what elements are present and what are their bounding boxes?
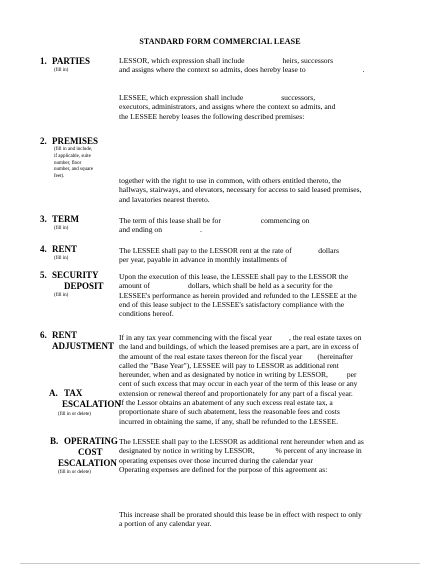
section-body: LESSOR, which expression shall include heirs, successors and assigns where the context so admits, does hereby lease to . LESSEE, which expression shall include successors, executors, administrators, and assigns where the context so admits, and the LESSEE hereby leases the following described premises: [119,56,365,121]
document-title: STANDARD FORM COMMERCIAL LEASE [139,37,301,46]
tax-heading: TAX [64,388,83,398]
operating-hint: (fill in or delete) [58,470,91,475]
section-number: 6. [40,330,47,340]
tax-hint: (fill in or delete) [58,412,91,417]
operating-heading: OPERATING [64,436,118,446]
section-body: The LESSEE shall pay to the LESSOR rent at the rate of dollars per year, payable in advance in monthly installments of [119,246,339,265]
operating-letter: B. [50,436,59,446]
section-hint: (fill in) [54,293,69,298]
tax-letter: A. [49,388,58,398]
section-heading: RENT [52,244,78,254]
section-heading-line2: ADJUSTMENT [52,341,115,351]
section-heading: PARTIES [52,56,91,66]
section-heading-line2: DEPOSIT [64,281,104,291]
section-hint: (fill in) [54,226,69,231]
section-heading: RENT [52,330,78,340]
section-number: 3. [40,214,47,224]
section-body: together with the right to use in common, with others entitled thereto, the hallways, stairways, and elevators, necessary for access to said leased premises, and lavatories nearest thereto. [119,176,362,204]
section-number: 2. [40,136,47,146]
section-number: 1. [40,56,47,66]
section-hint: (fill in) [54,256,69,261]
operating-body: The LESSEE shall pay to the LESSOR as additional rent hereunder when and as designated by notice in writing by LESSOR, % percent of any increase in operating expenses over those incurred during the calendar year Operating expenses are defined for the purpose of this agreement as: [119,437,364,474]
section-hint: (fill in and include, if applicable, suite number, floor number, and square feet). [54,147,94,180]
section-number: 5. [40,270,47,280]
closing-paragraph: This increase shall be prorated should this lease be in effect with respect to only a portion of any calendar year. [119,510,362,529]
section-body: If in any tax year commencing with the fiscal year , the real estate taxes on the land and buildings, of which the leased premises are a part, are in excess of the amount of the real estate taxes thereon for the fiscal year (hereinafter called the "Base Year"), LESSEE will pay to LESSOR as additional rent hereunder, when and as designated by notice in writing by LESSOR, per cent of such excess that may occur in each year of the term of this lease or any extension or renewal thereof and proportionately for any part of a fiscal year. If the Lessor obtains an abatement of any such excess real estate tax, a proportionate share of such abatement, less the reasonable fees and costs incurred in obtaining the same, if any, shall be refunded to the LESSEE. [119,333,362,426]
section-body: The term of this lease shall be for commencing on and ending on . [119,216,310,235]
section-heading: SECURITY [52,270,99,280]
tax-heading-line2: ESCALATION [62,399,121,409]
section-heading: TERM [52,214,79,224]
section-body: Upon the execution of this lease, the LESSEE shall pay to the LESSOR the amount of dollars, which shall be held as a security for the LESSEE's performance as herein provided and refunded to the LESSEE at the end of this lease subject to the LESSEE's satisfactory compliance with the conditions hereof. [119,272,357,319]
section-number: 4. [40,244,47,254]
section-heading: PREMISES [52,136,99,146]
page-bottom-rule [20,563,420,564]
operating-heading-line2: COST [78,447,103,457]
section-hint: (fill in) [54,68,69,73]
operating-heading-line3: ESCALATION [58,458,117,468]
